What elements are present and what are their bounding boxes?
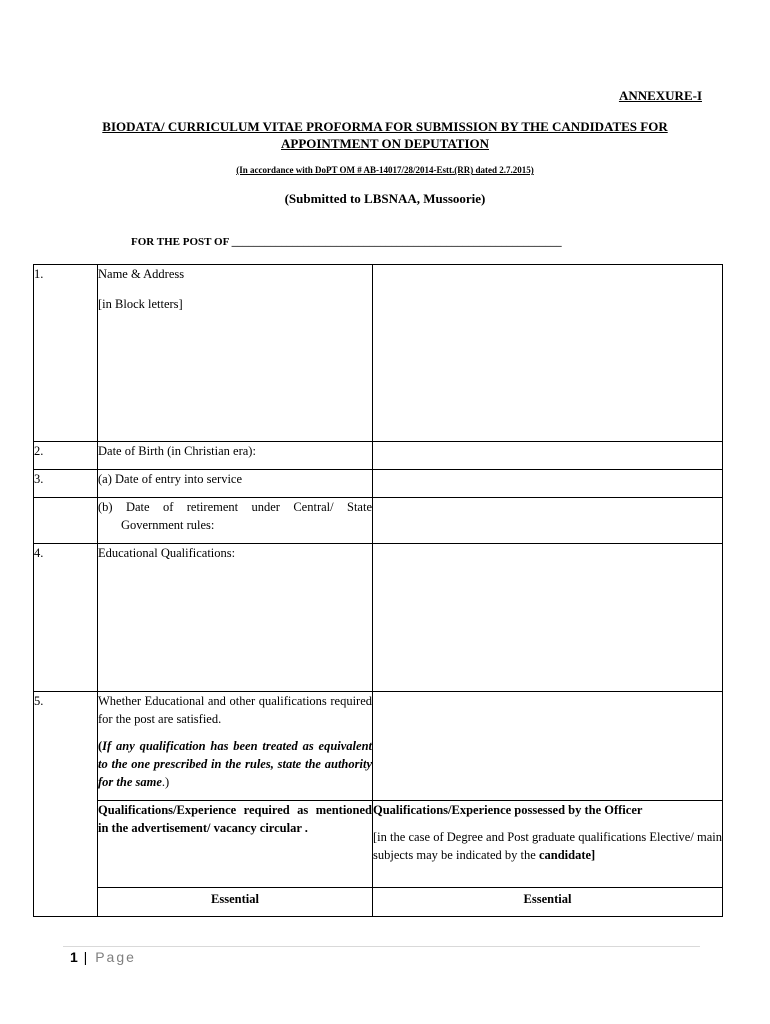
page-footer xyxy=(70,949,136,965)
possessed-note-bold: candidate] xyxy=(538,848,596,862)
entry-service-input[interactable] xyxy=(373,470,723,498)
table-row xyxy=(34,265,723,442)
note-open: ( xyxy=(98,739,103,753)
equivalence-note xyxy=(98,737,372,791)
post-blank[interactable]: ____________________________________________________________ xyxy=(231,236,562,248)
qualifications-possessed-note xyxy=(373,828,722,864)
document-title xyxy=(40,118,730,152)
block-letters-note: [in Block letters] xyxy=(98,297,183,311)
table-row xyxy=(34,544,723,692)
dob-label: Date of Birth (in Christian era): xyxy=(98,442,373,470)
page-word: Page xyxy=(95,949,136,965)
education-label: Educational Qualifications: xyxy=(98,544,373,692)
row-number: 4. xyxy=(34,544,98,692)
reference-note: (In accordance with DoPT OM # AB-14017/28/2014-Estt.(RR) dated 2.7.2015) xyxy=(236,165,534,175)
row-number xyxy=(34,498,98,544)
qualifications-possessed-title: Qualifications/Experience possessed by the Officer xyxy=(373,803,643,817)
essential-header-left: Essential xyxy=(98,888,373,917)
field-label xyxy=(98,265,373,442)
footer-divider xyxy=(63,946,700,947)
table-row xyxy=(34,470,723,498)
row-number: 1. xyxy=(34,265,98,442)
biodata-form-table xyxy=(33,264,723,917)
title-line-2: APPOINTMENT ON DEPUTATION xyxy=(280,136,489,151)
table-row xyxy=(34,692,723,801)
note-text: If any qualification has been treated as equivalent to the one prescribed in the rules, state the authority for the same xyxy=(98,739,372,789)
row-number: 2. xyxy=(34,442,98,470)
submitted-to: (Submitted to LBSNAA, Mussoorie) xyxy=(284,191,486,206)
table-row xyxy=(34,442,723,470)
education-input[interactable] xyxy=(373,544,723,692)
name-address-label: Name & Address xyxy=(98,267,185,281)
dob-input[interactable] xyxy=(373,442,723,470)
qualifications-required-label: Qualifications/Experience required as mentioned in the advertisement/ vacancy circular . xyxy=(98,801,373,888)
possessed-note-text: [in the case of Degree and Post graduate qualifications Elective/ main subjects may be indicated by the xyxy=(373,830,722,862)
retirement-input[interactable] xyxy=(373,498,723,544)
title-line-1: BIODATA/ CURRICULUM VITAE PROFORMA FOR SUBMISSION BY THE CANDIDATES FOR xyxy=(102,119,668,134)
post-label: FOR THE POST OF xyxy=(131,236,229,248)
page-number: 1 xyxy=(70,949,78,965)
name-address-input[interactable] xyxy=(373,265,723,442)
note-close: .) xyxy=(161,775,170,789)
retirement-label: (b) Date of retirement under Central/ State Government rules: xyxy=(98,500,372,532)
qualification-question: Whether Educational and other qualifications required for the post are satisfied. xyxy=(98,694,372,726)
row-number: 5. xyxy=(34,692,98,917)
qualification-label-cell xyxy=(98,692,373,801)
post-line xyxy=(131,236,562,248)
entry-service-label: (a) Date of entry into service xyxy=(98,470,373,498)
table-row xyxy=(34,888,723,917)
retirement-label-cell xyxy=(98,498,373,544)
qualifications-possessed-cell xyxy=(373,801,723,888)
table-row xyxy=(34,801,723,888)
qualification-satisfied-input[interactable] xyxy=(373,692,723,801)
row-number: 3. xyxy=(34,470,98,498)
table-row xyxy=(34,498,723,544)
annexure-label: ANNEXURE-I xyxy=(618,88,702,103)
essential-header-right: Essential xyxy=(373,888,723,917)
page-separator: | xyxy=(77,949,96,965)
